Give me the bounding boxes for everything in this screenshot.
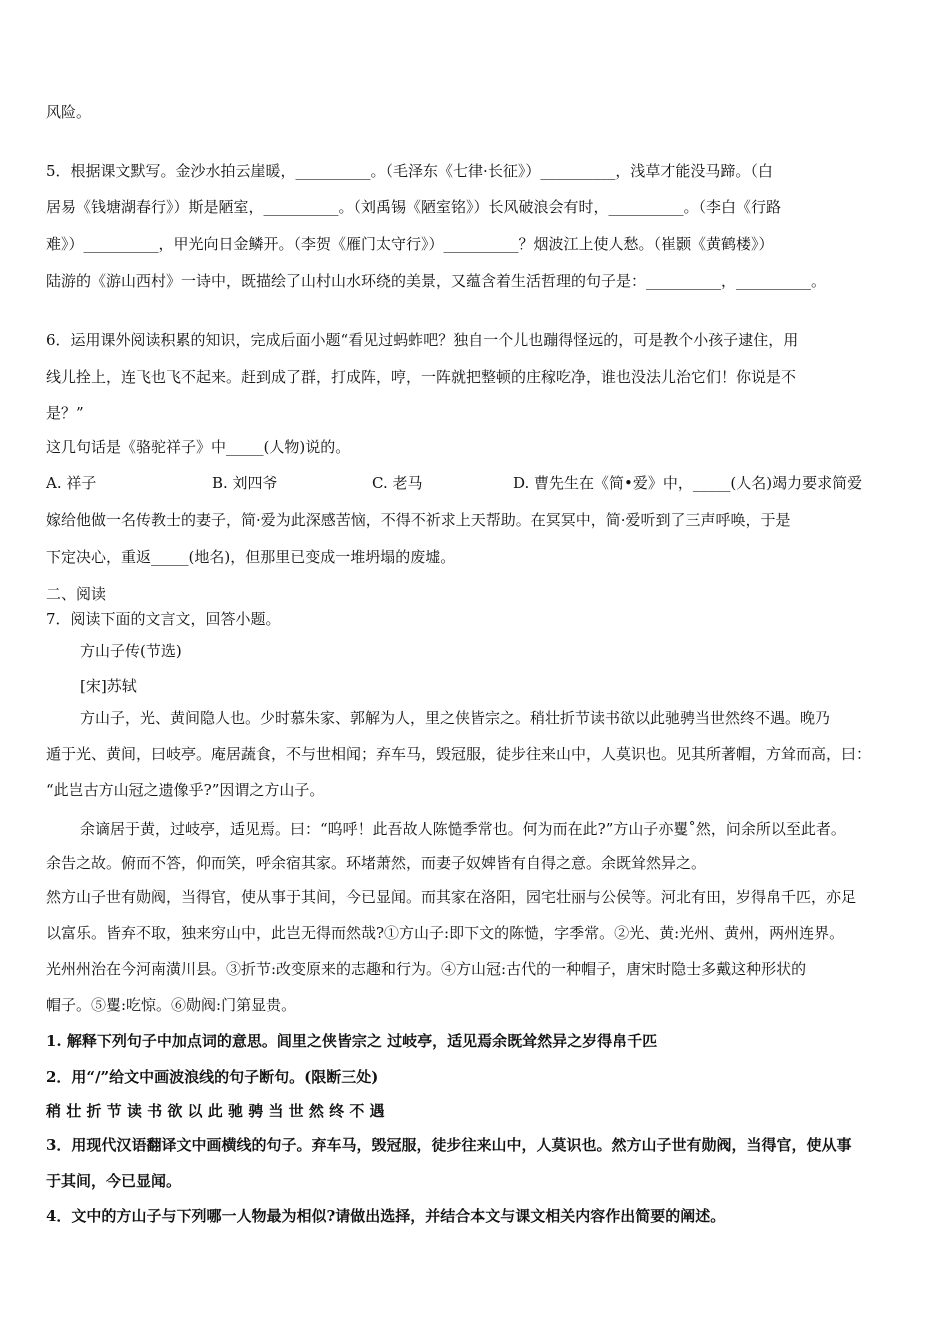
question-7: 7．阅读下面的文言文，回答小题。 [46, 610, 281, 628]
option-c: C. 老马 [372, 474, 423, 492]
text-line: 线儿拴上，连飞也飞不起来。赶到成了群，打成阵，哼，一阵就把整顿的庄稼吃净，谁也没法儿治它们！你说是不 [46, 368, 797, 386]
text-line: 是？” [46, 404, 84, 422]
text-line: 难》）__________，甲光向日金鳞开。（李贺《雁门太守行》）__________？烟波江上使人愁。（崔颢《黄鹤楼》） [46, 235, 774, 253]
passage-line: 余告之故。俯而不答，仰而笑，呼余宿其家。环堵萧然，而妻子奴婢皆有自得之意。余既耸然异之。 [46, 854, 707, 872]
passage-line: 帽子。⑤矍:吃惊。⑥勋阀:门第显贵。 [46, 996, 297, 1014]
option-a: A. 祥子 [46, 474, 97, 492]
subquestion-2: 2．用“/”给文中画波浪线的句子断句。(限断三处) [46, 1068, 379, 1086]
section-heading: 二、阅读 [46, 585, 107, 603]
text-line: 这几句话是《骆驼祥子》中_____(人物)说的。 [46, 438, 351, 456]
text-line: 风险。 [46, 103, 92, 121]
subquestion-4: 4．文中的方山子与下列哪一人物最为相似?请做出选择，并结合本文与课文相关内容作出简要的阐述。 [46, 1207, 726, 1225]
text-line: 陆游的《游山西村》一诗中，既描绘了山村山水环绕的美景，又蕴含着生活哲理的句子是：__________，__________。 [46, 272, 827, 290]
subquestion-1: 1. 解释下列句子中加点词的意思。闾里之侠皆宗之 过岐亭，适见焉余既耸然异之岁得帛千匹 [46, 1032, 658, 1050]
passage-title: 方山子传(节选) [80, 642, 182, 660]
passage-line: 以富乐。皆弃不取，独来穷山中，此岂无得而然哉?①方山子:即下文的陈慥，字季常。②光、黄:光州、黄州，两州连界。 [46, 924, 845, 942]
text-line: 下定决心，重返_____(地名)，但那里已变成一堆坍塌的废墟。 [46, 548, 456, 566]
passage-author: [宋]苏轼 [80, 677, 137, 695]
text-line: 于其间，今已显闻。 [46, 1172, 182, 1190]
passage-line: 光州州治在今河南潢川县。③折节:改变原来的志趣和行为。④方山冠:古代的一种帽子，唐宋时隐士多戴这种形状的 [46, 960, 807, 978]
question-5: 5．根据课文默写。金沙水拍云崖暖，__________。（毛泽东《七律·长征》）__________，浅草才能没马蹄。（白 [46, 162, 773, 180]
option-d: D. 曹先生在《简•爱》中，_____(人名)竭力要求简爱 [513, 474, 863, 492]
subquestion-3: 3．用现代汉语翻译文中画横线的句子。弃车马，毁冠服，徒步往来山中，人莫识也。然方山子世有勋阀，当得官，使从事 [46, 1136, 852, 1154]
passage-line: 遁于光、黄间，曰岐亭。庵居蔬食，不与世相闻；弃车马，毁冠服，徒步往来山中，人莫识也。见其所著帽，方耸而高，曰： [46, 745, 872, 763]
passage-line: 余谪居于黄，过岐亭，适见焉。曰：“呜呼！此吾故人陈慥季常也。何为而在此?”方山子亦矍˚然，问余所以至此者。 [80, 820, 846, 838]
passage-line: 然方山子世有勋阀，当得官，使从事于其间，今已显闻。而其家在洛阳，园宅壮丽与公侯等。河北有田，岁得帛千匹，亦足 [46, 888, 857, 906]
option-b: B. 刘四爷 [212, 474, 278, 492]
passage-line: 方山子，光、黄间隐人也。少时慕朱家、郭解为人，里之侠皆宗之。稍壮折节读书欲以此驰骋当世然终不遇。晚乃 [80, 709, 831, 727]
text-line: 嫁给他做一名传教士的妻子，简·爱为此深感苦恼，不得不祈求上天帮助。在冥冥中，简·爱听到了三声呼唤，于是 [46, 511, 791, 529]
text-line: 居易《钱塘湖春行》）斯是陋室，__________。（刘禹锡《陋室铭》）长风破浪会有时，__________。（李白《行路 [46, 198, 782, 216]
question-6: 6．运用课外阅读积累的知识，完成后面小题“看见过蚂蚱吧？独自一个儿也蹦得怪远的，可是教个小孩子逮住，用 [46, 331, 799, 349]
segmentation-sentence: 稍 壮 折 节 读 书 欲 以 此 驰 骋 当 世 然 终 不 遇 [46, 1102, 385, 1120]
passage-line: “此岂古方山冠之遗像乎?”因谓之方山子。 [46, 781, 325, 799]
